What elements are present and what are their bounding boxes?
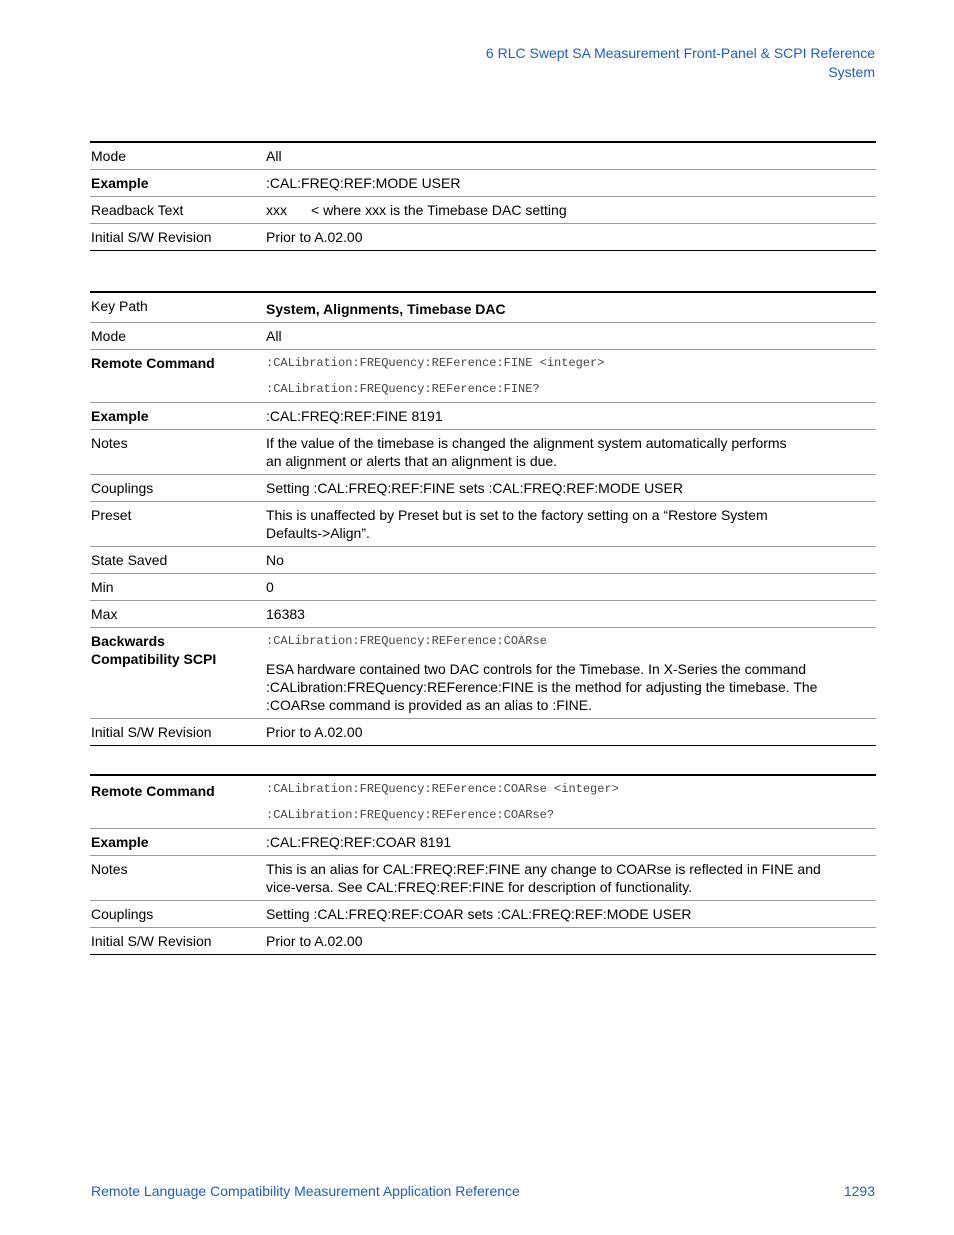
- table-row: [90, 829, 876, 856]
- row-label-mode: Mode: [90, 323, 265, 350]
- row-label-example: Example: [90, 829, 265, 856]
- row-value-mode: All: [265, 323, 876, 350]
- row-label-couplings: Couplings: [90, 475, 265, 502]
- row-value-example: :CAL:FREQ:REF:FINE 8191: [265, 403, 876, 430]
- spec-table-coarse: [90, 774, 876, 955]
- table-row: [90, 628, 876, 719]
- row-label-remote-command: Remote Command: [90, 350, 265, 403]
- spec-table-timebase-dac: [90, 291, 876, 746]
- row-label-example: Example: [90, 403, 265, 430]
- header-section: System: [828, 64, 875, 80]
- table-row: [90, 719, 876, 746]
- row-value-readback: [265, 197, 876, 224]
- backwards-label-line2: Compatibility SCPI: [91, 651, 217, 667]
- readback-xxx: xxx: [266, 202, 287, 218]
- table-row: [90, 475, 876, 502]
- table-row: [90, 197, 876, 224]
- table-row: [90, 775, 876, 829]
- row-value-couplings: Setting :CAL:FREQ:REF:FINE sets :CAL:FREQ:REF:MODE USER: [265, 475, 876, 502]
- row-label-min: Min: [90, 574, 265, 601]
- row-label-notes: Notes: [90, 430, 265, 475]
- row-value-example: :CAL:FREQ:REF:MODE USER: [265, 170, 876, 197]
- row-value-revision: Prior to A.02.00: [265, 928, 876, 955]
- row-label-revision: Initial S/W Revision: [90, 928, 265, 955]
- row-value-keypath: System, Alignments, Timebase DAC: [265, 292, 876, 323]
- table-row: [90, 928, 876, 955]
- row-value-backwards-compat: [265, 628, 876, 719]
- table-row: [90, 856, 876, 901]
- table-row: [90, 901, 876, 928]
- row-value-revision: Prior to A.02.00: [265, 719, 876, 746]
- remote-command-set: :CALibration:FREQuency:REFerence:FINE <integer>: [266, 356, 605, 370]
- running-header: [486, 44, 875, 82]
- backwards-label-line1: Backwards: [91, 633, 165, 649]
- row-label-state-saved: State Saved: [90, 547, 265, 574]
- table-row: [90, 224, 876, 251]
- header-chapter: 6 RLC Swept SA Measurement Front-Panel & SCPI Reference: [485, 45, 875, 61]
- backwards-description: ESA hardware contained two DAC controls for the Timebase. In X-Series the command :CALibration:FREQuency:REFerence:FINE is the method for adjusting the timebase. The :COARse command is provided as an alias to :FINE.: [266, 661, 818, 713]
- footer-page-number: 1293: [843, 1183, 875, 1199]
- row-label-preset: Preset: [90, 502, 265, 547]
- row-label-mode: Mode: [90, 142, 265, 170]
- table-row: [90, 547, 876, 574]
- table-row: [90, 142, 876, 170]
- row-label-couplings: Couplings: [90, 901, 265, 928]
- row-label-example: Example: [90, 170, 265, 197]
- table-row: [90, 574, 876, 601]
- backwards-command: :CALibration:FREQuency:REFerence:COARse: [266, 634, 547, 648]
- row-value-notes: This is an alias for CAL:FREQ:REF:FINE any change to COARse is reflected in FINE and vice-versa. See CAL:FREQ:REF:FINE for description of functionality.: [265, 856, 876, 901]
- table-row: [90, 502, 876, 547]
- row-value-state-saved: No: [265, 547, 876, 574]
- row-label-backwards-compat: [90, 628, 265, 719]
- row-value-mode: All: [265, 142, 876, 170]
- spec-table-mode-user: [90, 141, 876, 251]
- readback-desc: < where xxx is the Timebase DAC setting: [311, 202, 567, 218]
- table-row: [90, 430, 876, 475]
- row-value-example: :CAL:FREQ:REF:COAR 8191: [265, 829, 876, 856]
- row-value-preset: This is unaffected by Preset but is set to the factory setting on a “Restore System Defaults->Align”.: [265, 502, 876, 547]
- row-label-max: Max: [90, 601, 265, 628]
- table-row: [90, 350, 876, 403]
- table-row: [90, 403, 876, 430]
- table-row: [90, 323, 876, 350]
- row-label-notes: Notes: [90, 856, 265, 901]
- row-label-readback: Readback Text: [90, 197, 265, 224]
- row-value-remote-command: [265, 775, 876, 829]
- table-row: [90, 601, 876, 628]
- remote-command-query: :CALibration:FREQuency:REFerence:FINE?: [266, 382, 540, 396]
- row-label-revision: Initial S/W Revision: [90, 719, 265, 746]
- row-value-min: 0: [265, 574, 876, 601]
- row-label-revision: Initial S/W Revision: [90, 224, 265, 251]
- row-label-remote-command: Remote Command: [90, 775, 265, 829]
- row-value-couplings: Setting :CAL:FREQ:REF:COAR sets :CAL:FREQ:REF:MODE USER: [265, 901, 876, 928]
- row-value-notes: If the value of the timebase is changed the alignment system automatically performs an alignment or alerts that an alignment is due.: [265, 430, 876, 475]
- remote-command-query: :CALibration:FREQuency:REFerence:COARse?: [266, 808, 555, 822]
- row-value-revision: Prior to A.02.00: [265, 224, 876, 251]
- row-value-max: 16383: [265, 601, 876, 628]
- row-label-keypath: Key Path: [90, 292, 265, 323]
- table-row: [90, 292, 876, 323]
- remote-command-set: :CALibration:FREQuency:REFerence:COARse <integer>: [266, 782, 619, 796]
- table-row: [90, 170, 876, 197]
- footer-title: Remote Language Compatibility Measurement Application Reference: [91, 1183, 520, 1199]
- row-value-remote-command: [265, 350, 876, 403]
